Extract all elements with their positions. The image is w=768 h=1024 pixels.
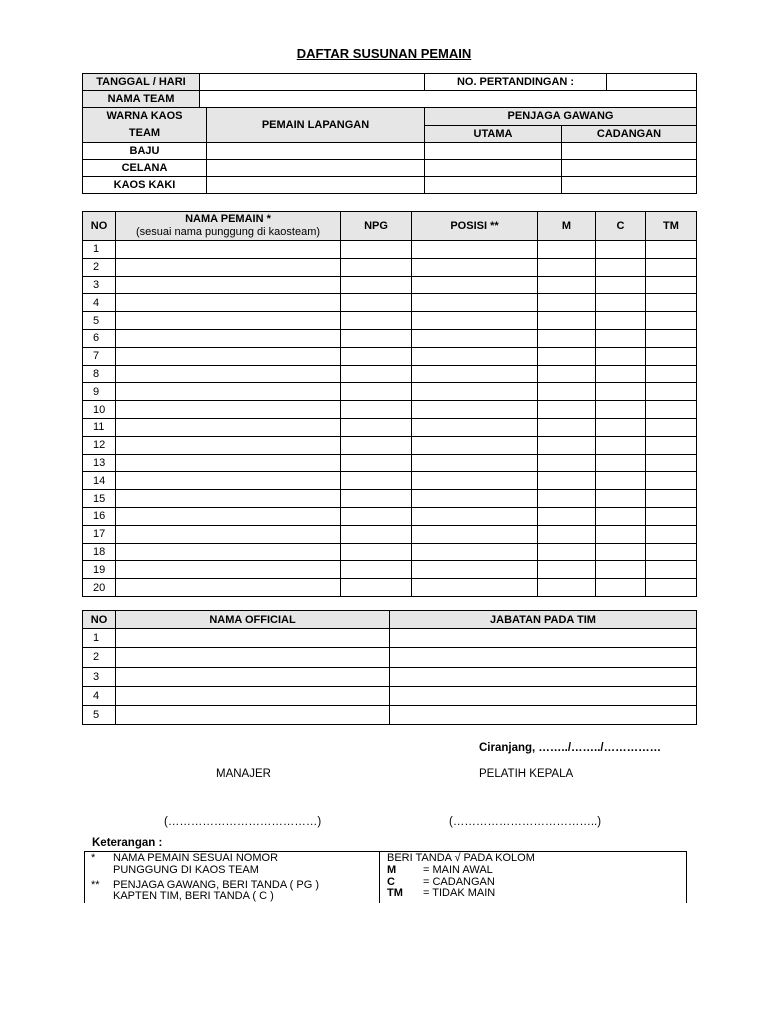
players-name-note: (sesuai nama punggung di kaosteam) [135,226,321,238]
row-number: 17 [83,525,116,543]
player-cell[interactable] [646,579,697,597]
player-cell[interactable] [341,312,412,330]
table-row [83,329,697,347]
row-number: 10 [83,401,116,419]
kit-cell[interactable] [207,143,425,160]
kit-color-label [83,108,207,143]
players-tm-header: TM [646,212,697,241]
players-table [82,211,697,597]
player-cell[interactable] [116,436,341,454]
note-left-line [91,890,274,902]
table-row [83,472,697,490]
table-row [83,383,697,401]
player-cell[interactable] [538,454,596,472]
table-row [83,686,697,705]
player-cell[interactable] [596,525,646,543]
kit-color-label-1: WARNA KAOS [106,110,183,122]
player-cell[interactable] [341,401,412,419]
table-row [83,454,697,472]
player-cell[interactable] [646,436,697,454]
player-cell[interactable] [412,258,538,276]
players-position-header: POSISI ** [412,212,538,241]
player-cell[interactable] [116,525,341,543]
player-cell[interactable] [596,294,646,312]
table-row [83,436,697,454]
kit-cell[interactable] [425,177,562,194]
players-name-title: NAMA PEMAIN * [185,213,271,225]
table-row [83,276,697,294]
player-cell[interactable] [646,276,697,294]
player-cell[interactable] [412,525,538,543]
player-cell[interactable] [412,490,538,508]
player-cell[interactable] [116,365,341,383]
official-cell[interactable] [116,706,390,725]
player-cell[interactable] [538,543,596,561]
player-cell[interactable] [412,418,538,436]
official-cell[interactable] [390,648,697,667]
player-cell[interactable] [646,507,697,525]
row-number: 5 [83,312,116,330]
player-cell[interactable] [341,347,412,365]
team-field[interactable] [200,91,697,108]
player-cell[interactable] [116,329,341,347]
table-row [83,629,697,648]
player-cell[interactable] [538,276,596,294]
player-cell[interactable] [646,312,697,330]
kit-row-label: KAOS KAKI [83,177,207,194]
player-cell[interactable] [538,241,596,259]
player-cell[interactable] [596,258,646,276]
official-cell[interactable] [390,706,697,725]
goalkeeper-main-header: UTAMA [425,125,562,143]
player-cell[interactable] [116,418,341,436]
player-cell[interactable] [646,294,697,312]
field-players-header: PEMAIN LAPANGAN [207,108,425,143]
row-number: 3 [83,276,116,294]
player-cell[interactable] [596,276,646,294]
row-number: 1 [83,629,116,648]
player-cell[interactable] [538,561,596,579]
player-cell[interactable] [341,383,412,401]
player-cell[interactable] [596,365,646,383]
player-cell[interactable] [116,401,341,419]
note-text: = TIDAK MAIN [423,887,496,899]
player-cell[interactable] [646,365,697,383]
note-right-line [387,864,493,876]
player-cell[interactable] [646,241,697,259]
official-cell[interactable] [116,667,390,686]
note-text: = MAIN AWAL [423,864,493,876]
player-cell[interactable] [116,454,341,472]
note-left-line [91,864,259,876]
kit-row-label: BAJU [83,143,207,160]
note-right-line [387,887,495,899]
player-cell[interactable] [341,258,412,276]
note-left-line [91,852,278,864]
player-cell[interactable] [538,347,596,365]
player-cell[interactable] [412,401,538,419]
table-row [83,667,697,686]
note-text: NAMA PEMAIN SESUAI NOMOR [113,852,279,864]
players-c-header: C [596,212,646,241]
player-cell[interactable] [412,365,538,383]
officials-table [82,610,697,725]
players-no-header: NO [83,212,116,241]
note-right-title: BERI TANDA √ PADA KOLOM [387,852,535,864]
player-cell[interactable] [341,454,412,472]
row-number: 16 [83,507,116,525]
player-cell[interactable] [341,436,412,454]
player-cell[interactable] [412,329,538,347]
players-m-header: M [538,212,596,241]
player-cell[interactable] [538,507,596,525]
player-cell[interactable] [412,561,538,579]
kit-cell[interactable] [425,160,562,177]
notes-divider [379,852,380,903]
player-cell[interactable] [538,436,596,454]
row-number: 9 [83,383,116,401]
table-row [83,418,697,436]
player-cell[interactable] [116,241,341,259]
player-cell[interactable] [596,454,646,472]
players-npg-header: NPG [341,212,412,241]
row-number: 11 [83,418,116,436]
player-cell[interactable] [412,241,538,259]
notes-box [84,851,687,903]
row-number: 2 [83,258,116,276]
player-cell[interactable] [412,543,538,561]
player-cell[interactable] [116,312,341,330]
player-cell[interactable] [341,561,412,579]
table-row [83,401,697,419]
players-name-header [116,212,341,241]
player-cell[interactable] [538,365,596,383]
row-number: 5 [83,706,116,725]
player-cell[interactable] [412,312,538,330]
player-cell[interactable] [341,294,412,312]
player-cell[interactable] [538,472,596,490]
player-cell[interactable] [596,418,646,436]
player-cell[interactable] [341,241,412,259]
goalkeeper-reserve-header: CADANGAN [562,125,697,143]
player-cell[interactable] [596,347,646,365]
player-cell[interactable] [646,401,697,419]
player-cell[interactable] [412,472,538,490]
note-text: PENJAGA GAWANG, BERI TANDA ( PG ) [113,879,319,891]
official-cell[interactable] [390,629,697,648]
player-cell[interactable] [412,294,538,312]
player-cell[interactable] [646,329,697,347]
player-cell[interactable] [341,543,412,561]
official-cell[interactable] [390,686,697,705]
player-cell[interactable] [646,543,697,561]
table-row [83,579,697,597]
player-cell[interactable] [412,383,538,401]
coach-label: PELATIH KEPALA [479,768,574,780]
match-info-table [82,73,697,194]
note-mark: * [91,852,96,864]
player-cell[interactable] [646,525,697,543]
table-row [83,312,697,330]
kit-cell[interactable] [425,143,562,160]
table-row [83,561,697,579]
player-cell[interactable] [116,543,341,561]
row-number: 18 [83,543,116,561]
player-cell[interactable] [412,436,538,454]
player-cell[interactable] [646,383,697,401]
table-row [83,365,697,383]
player-cell[interactable] [341,276,412,294]
row-number: 6 [83,329,116,347]
note-code: TM [387,887,403,899]
row-number: 4 [83,294,116,312]
player-cell[interactable] [596,561,646,579]
row-number: 15 [83,490,116,508]
date-label: TANGGAL / HARI [83,74,200,91]
player-cell[interactable] [538,579,596,597]
player-cell[interactable] [646,561,697,579]
kit-row-label: CELANA [83,160,207,177]
player-cell[interactable] [596,507,646,525]
player-cell[interactable] [596,329,646,347]
player-cell[interactable] [596,490,646,508]
table-row [83,507,697,525]
player-cell[interactable] [116,507,341,525]
page-title: DAFTAR SUSUNAN PEMAIN [296,46,472,61]
table-row [83,258,697,276]
player-cell[interactable] [341,507,412,525]
player-cell[interactable] [538,401,596,419]
player-cell[interactable] [116,579,341,597]
player-cell[interactable] [646,490,697,508]
notes-title: Keterangan : [92,837,163,849]
player-cell[interactable] [116,561,341,579]
players-rows [83,241,697,597]
table-row [83,241,697,259]
kit-color-label-2: TEAM [128,127,161,139]
row-number: 7 [83,347,116,365]
player-cell[interactable] [412,579,538,597]
player-cell[interactable] [116,490,341,508]
player-cell[interactable] [596,312,646,330]
player-cell[interactable] [596,436,646,454]
kit-cell[interactable] [207,177,425,194]
manager-label: MANAJER [216,768,271,780]
player-cell[interactable] [412,276,538,294]
player-cell[interactable] [116,383,341,401]
player-cell[interactable] [538,490,596,508]
kit-cell[interactable] [562,177,697,194]
row-number: 8 [83,365,116,383]
official-cell[interactable] [116,686,390,705]
player-cell[interactable] [596,241,646,259]
row-number: 20 [83,579,116,597]
player-cell[interactable] [341,579,412,597]
goalkeeper-header: PENJAGA GAWANG [425,108,697,126]
officials-rows [83,629,697,725]
player-cell[interactable] [646,472,697,490]
player-cell[interactable] [116,294,341,312]
officials-name-header: NAMA OFFICIAL [116,611,390,629]
team-label: NAMA TEAM [83,91,200,108]
row-number: 1 [83,241,116,259]
player-cell[interactable] [596,401,646,419]
kit-cell[interactable] [562,143,697,160]
table-row [83,347,697,365]
player-cell[interactable] [646,347,697,365]
player-cell[interactable] [412,507,538,525]
player-cell[interactable] [538,312,596,330]
table-row [83,490,697,508]
player-cell[interactable] [341,525,412,543]
row-number: 14 [83,472,116,490]
officials-role-header: JABATAN PADA TIM [390,611,697,629]
player-cell[interactable] [116,258,341,276]
player-cell[interactable] [596,543,646,561]
kit-cell[interactable] [562,160,697,177]
player-cell[interactable] [412,454,538,472]
official-cell[interactable] [116,648,390,667]
player-cell[interactable] [341,472,412,490]
match-no-field[interactable] [607,74,697,91]
player-cell[interactable] [341,329,412,347]
row-number: 19 [83,561,116,579]
note-text: KAPTEN TIM, BERI TANDA ( C ) [113,890,274,902]
table-row [83,543,697,561]
table-row [83,294,697,312]
manager-signature-line[interactable]: (…………………………………) [164,816,322,828]
official-cell[interactable] [116,629,390,648]
note-code: C [387,876,395,888]
player-cell[interactable] [538,383,596,401]
player-cell[interactable] [538,329,596,347]
match-no-label: NO. PERTANDINGAN : [425,74,607,91]
player-cell[interactable] [116,347,341,365]
player-cell[interactable] [538,525,596,543]
player-cell[interactable] [341,365,412,383]
date-field[interactable] [200,74,425,91]
kit-cell[interactable] [207,160,425,177]
player-cell[interactable] [596,579,646,597]
table-row [83,525,697,543]
coach-signature-line[interactable]: (………………………………..) [449,816,602,828]
player-cell[interactable] [341,418,412,436]
row-number: 13 [83,454,116,472]
player-cell[interactable] [596,472,646,490]
player-cell[interactable] [538,418,596,436]
note-code: M [387,864,397,876]
officials-no-header: NO [83,611,116,629]
player-cell[interactable] [116,472,341,490]
note-mark: ** [91,879,100,891]
player-cell[interactable] [646,258,697,276]
row-number: 3 [83,667,116,686]
player-cell[interactable] [341,490,412,508]
row-number: 12 [83,436,116,454]
table-row [83,648,697,667]
row-number: 2 [83,648,116,667]
table-row [83,706,697,725]
player-cell[interactable] [538,294,596,312]
player-cell[interactable] [116,276,341,294]
player-cell[interactable] [538,258,596,276]
row-number: 4 [83,686,116,705]
official-cell[interactable] [390,667,697,686]
place-date: Ciranjang, ……../……../…………… [479,742,662,754]
player-cell[interactable] [596,383,646,401]
note-text: = CADANGAN [423,876,495,888]
note-text: PUNGGUNG DI KAOS TEAM [113,864,259,876]
player-cell[interactable] [412,347,538,365]
player-cell[interactable] [646,418,697,436]
player-cell[interactable] [646,454,697,472]
